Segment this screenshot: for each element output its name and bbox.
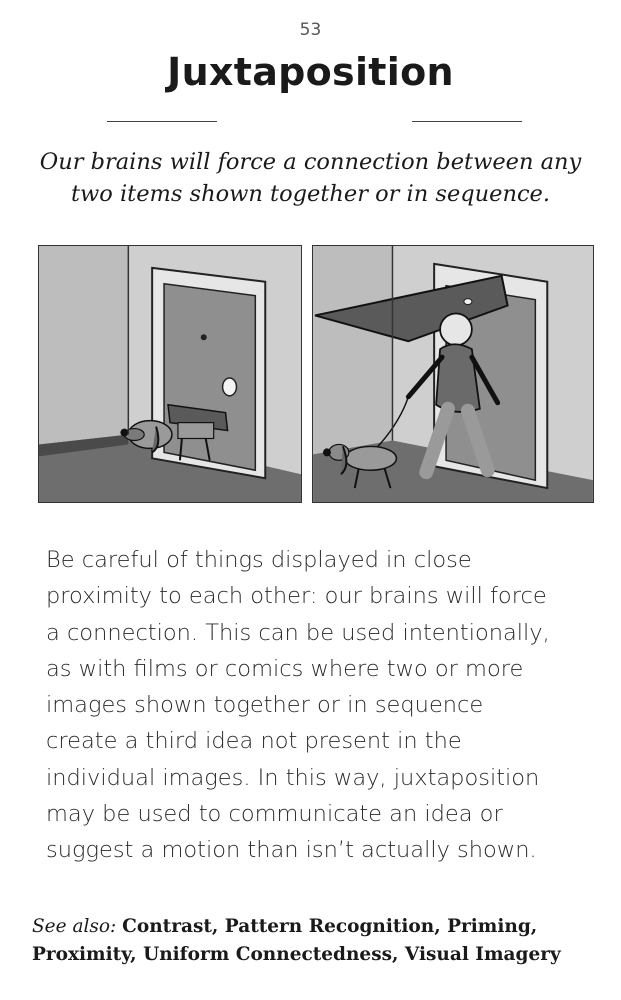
subtitle-line: Our brains will force a connection between any [39,149,582,175]
body-line: images shown together or in sequence [46,692,484,719]
body-line: individual images. In this way, juxtaposition [46,764,540,791]
illustration-panel-1 [38,245,302,503]
body-line: proximity to each other: our brains will force [46,583,547,610]
see-also-links-line1: Contrast, Pattern Recognition, Priming, [122,916,538,937]
see-also-links-line2: Proximity, Uniform Connectedness, Visual Imagery [32,944,561,965]
body-line: a connection. This can be used intentionally, [46,619,550,646]
body-line: suggest a motion than isn’t actually shown. [46,837,537,864]
body-line: as with films or comics where two or more [46,655,524,682]
body-line: Be careful of things displayed in close [46,547,472,573]
see-also [32,913,602,969]
body-text [46,542,586,869]
subtitle [20,146,601,210]
see-also-label: See also: [32,916,117,937]
page-title: Juxtaposition [167,50,454,94]
subtitle-line: two items shown together or in sequence. [70,181,551,207]
body-line: create a third idea not present in the [46,728,462,755]
divider-left [107,121,217,122]
dog-with-door-illustration [39,246,301,502]
body-line: may be used to communicate an idea or [46,801,503,828]
divider-right [412,121,522,122]
page-number: 53 [299,20,322,40]
man-walking-dog-illustration [313,246,593,502]
illustration-panel-2 [312,245,594,503]
